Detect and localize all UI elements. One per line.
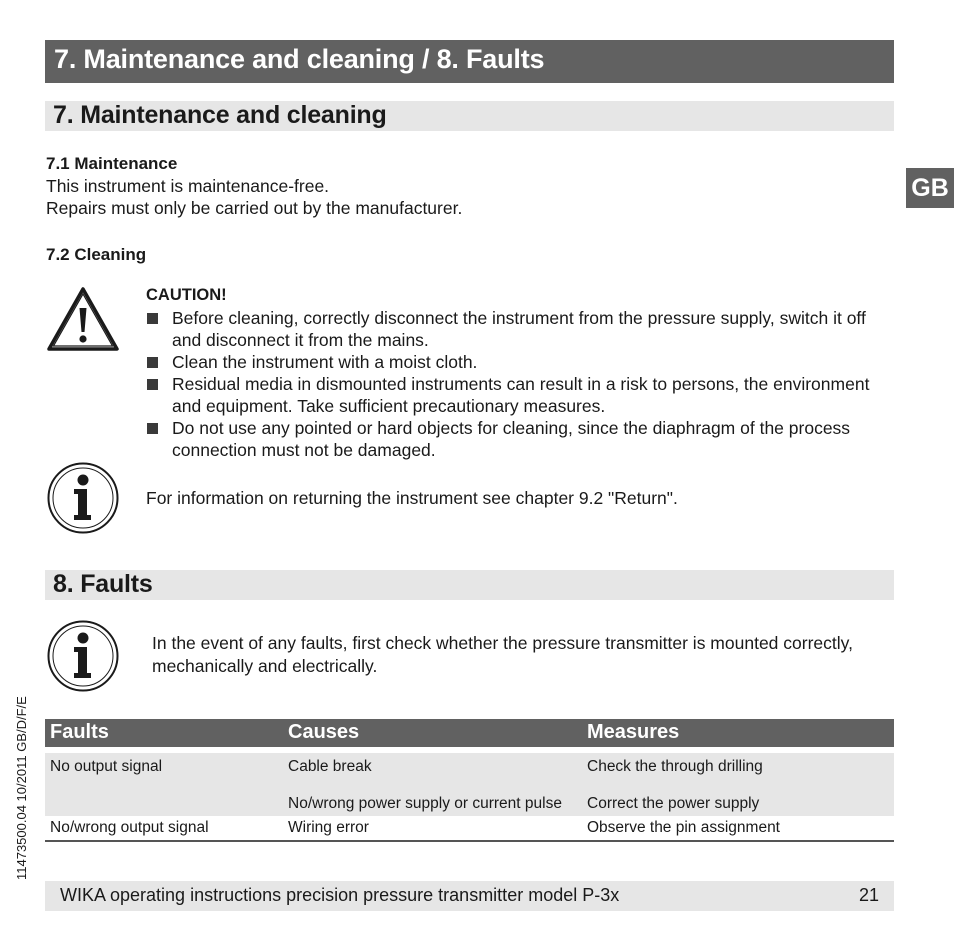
table-row [45, 818, 894, 842]
table-header-causes: Causes [288, 721, 360, 743]
page-number: 21 [858, 885, 879, 905]
table-cell-fault: No/wrong output signal [50, 819, 209, 836]
list-item: Do not use any pointed or hard objects for cleaning, since the diaphragm of the process connection must not be damaged. [146, 417, 894, 461]
table-cell-measure: Observe the pin assignment [587, 819, 780, 836]
table-row-group [45, 753, 894, 816]
faults-info-note: In the event of any faults, first check whether the pressure transmitter is mounted correctly, mechanically and electrically. [152, 633, 853, 676]
table-header-measures: Measures [587, 721, 680, 743]
cleaning-bullet-list [146, 307, 894, 461]
list-item: Before cleaning, correctly disconnect the instrument from the pressure supply, switch it off and disconnect it from the mains. [146, 307, 894, 351]
page-footer [45, 881, 894, 911]
list-item: Clean the instrument with a moist cloth. [146, 351, 894, 373]
table-cell-cause: Wiring error [288, 819, 369, 836]
cleaning-heading: 7.2 Cleaning [46, 245, 147, 264]
info-icon [46, 461, 120, 535]
list-item: Residual media in dismounted instruments can result in a risk to persons, the environment and equipment. Take sufficient precautionary measures. [146, 373, 894, 417]
section-8-title: 8. Faults [53, 570, 153, 598]
page-title: 7. Maintenance and cleaning / 8. Faults [54, 44, 545, 74]
table-cell-measure: Check the through drilling [587, 758, 763, 775]
maintenance-heading: 7.1 Maintenance [46, 154, 178, 173]
maintenance-line: Repairs must only be carried out by the manufacturer. [46, 198, 463, 218]
document-code: 11473500.04 10/2011 GB/D/F/E [14, 696, 29, 880]
table-cell-fault: No output signal [50, 758, 163, 775]
caution-label: CAUTION! [146, 286, 227, 304]
table-cell-cause: Cable break [288, 758, 372, 775]
maintenance-line: This instrument is maintenance-free. [46, 176, 330, 196]
language-tab: GB [906, 168, 954, 208]
footer-text: WIKA operating instructions precision pressure transmitter model P-3x [60, 885, 620, 905]
section-7-title: 7. Maintenance and cleaning [53, 101, 387, 129]
table-cell-measure: Correct the power supply [587, 795, 760, 812]
return-info-note: For information on returning the instrument see chapter 9.2 "Return". [146, 488, 678, 508]
section-8-header [45, 570, 894, 600]
table-header-faults: Faults [50, 721, 109, 743]
warning-triangle-icon [46, 286, 120, 352]
section-7-header [45, 101, 894, 131]
page-header [45, 40, 894, 83]
info-icon [46, 619, 120, 693]
table-cell-cause: No/wrong power supply or current pulse [288, 795, 562, 812]
table-header-row [45, 719, 894, 747]
